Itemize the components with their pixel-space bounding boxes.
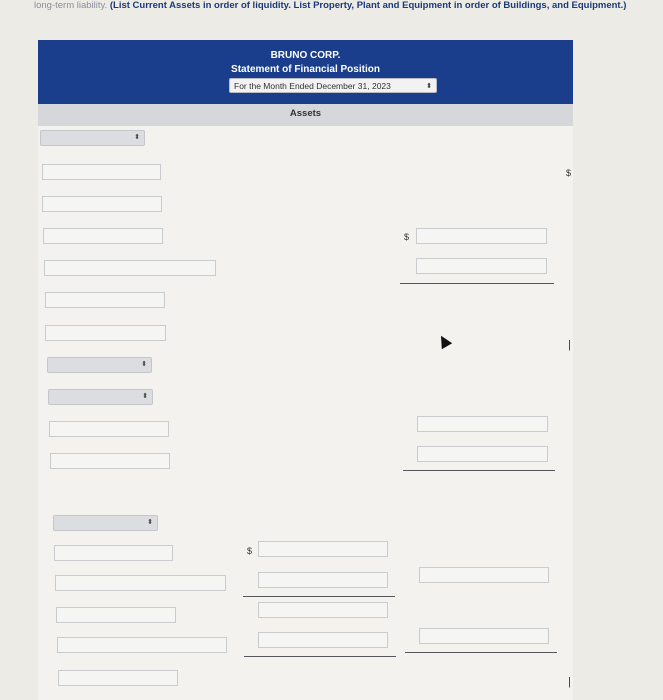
total-input[interactable] <box>417 416 548 432</box>
company-name: BRUNO CORP. <box>270 50 341 61</box>
account-name-input[interactable] <box>55 575 226 591</box>
amount-input[interactable] <box>258 572 388 588</box>
assets-section-header <box>38 104 573 126</box>
total-input[interactable] <box>416 228 547 244</box>
amount-input[interactable] <box>258 632 388 648</box>
account-select[interactable] <box>48 389 153 405</box>
total-input[interactable] <box>419 567 549 583</box>
select-arrows-icon: ⬍ <box>134 134 140 141</box>
tick-mark: | <box>568 676 571 688</box>
total-rule <box>400 283 554 284</box>
instructions <box>34 0 634 12</box>
account-name-input[interactable] <box>42 196 162 212</box>
select-arrows-icon: ⬍ <box>142 393 148 400</box>
account-name-input[interactable] <box>45 292 165 308</box>
subtotal-rule <box>244 656 396 657</box>
account-name-input[interactable] <box>57 637 227 653</box>
statement-header <box>38 40 573 104</box>
account-name-input[interactable] <box>42 164 161 180</box>
select-arrows-icon: ⬍ <box>147 519 153 526</box>
account-select[interactable] <box>40 130 145 146</box>
subtotal-rule <box>243 596 395 597</box>
account-select[interactable] <box>47 357 152 373</box>
tick-mark: | <box>568 339 571 351</box>
account-name-input[interactable] <box>50 453 170 469</box>
period-select[interactable] <box>229 78 437 93</box>
select-arrows-icon: ⬍ <box>141 361 147 368</box>
total-input[interactable] <box>417 446 548 462</box>
amount-input[interactable] <box>258 602 388 618</box>
select-arrows-icon: ⬍ <box>426 83 432 90</box>
account-name-input[interactable] <box>49 421 169 437</box>
amount-input[interactable] <box>258 541 388 557</box>
total-input[interactable] <box>416 258 547 274</box>
total-input[interactable] <box>419 628 549 644</box>
account-name-input[interactable] <box>44 260 216 276</box>
total-rule <box>403 470 555 471</box>
account-name-input[interactable] <box>56 607 176 623</box>
account-select[interactable] <box>53 515 158 531</box>
dollar-sign: $ <box>247 546 253 556</box>
instructions-lead: long-term liability. <box>34 0 108 11</box>
period-select-value: For the Month Ended December 31, 2023 <box>234 81 391 91</box>
account-name-input[interactable] <box>58 670 178 686</box>
dollar-sign: $ <box>566 168 572 178</box>
account-name-input[interactable] <box>54 545 173 561</box>
instructions-text: (List Current Assets in order of liquidity. List Property, Plant and Equipment in order of Buildings, and Equipment.) <box>107 0 627 11</box>
total-rule <box>405 652 557 653</box>
dollar-sign: $ <box>404 232 410 242</box>
assets-label: Assets <box>289 108 322 119</box>
account-name-input[interactable] <box>45 325 166 341</box>
account-name-input[interactable] <box>43 228 163 244</box>
statement-title: Statement of Financial Position <box>231 64 380 75</box>
